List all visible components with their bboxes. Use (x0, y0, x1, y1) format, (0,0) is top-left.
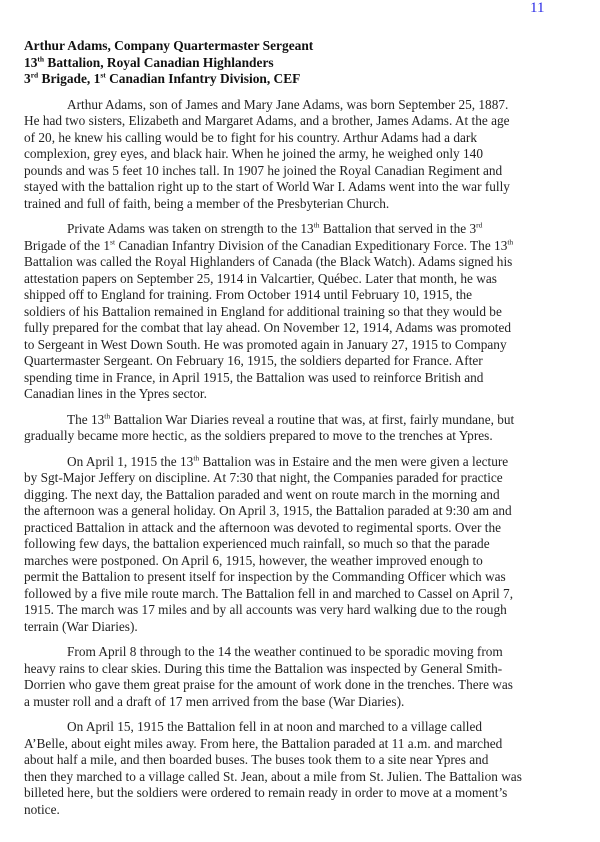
document-body (24, 38, 584, 818)
text: Brigade of the 1 (24, 237, 111, 253)
text-line: following few days, the battalion experienced much rainfall, so much so that the parade (24, 536, 490, 551)
superscript: th (193, 453, 200, 463)
text-line: to Sergeant in West Down South. He was promoted again in January 27, 1915 to Company (24, 336, 507, 352)
text-line: stayed with the battalion right up to the start of World War I. Adams went into the war fully (24, 179, 510, 194)
superscript: th (37, 54, 45, 64)
heading-battalion (24, 55, 584, 72)
superscript: th (313, 220, 320, 230)
text-line: heavy rains to clear skies. During this time the Battalion was inspected by General Smith- (24, 660, 503, 676)
text: Battalion that served in the 3 (319, 221, 477, 236)
heading-text: Battalion, Royal Canadian Highlanders (44, 54, 274, 70)
heading-text: Canadian Infantry Division, CEF (105, 71, 301, 86)
heading-text: 3 (24, 71, 31, 86)
heading-name-rank: Arthur Adams, Company Quartermaster Sergeant (24, 38, 314, 53)
text-line: Battalion was called the Royal Highlanders of Canada (the Black Watch). Adams signed his (24, 254, 513, 269)
text-line (24, 454, 584, 471)
text-line: pounds and was 5 feet 10 inches tall. In 1907 he joined the Royal Canadian Regiment and (24, 162, 503, 178)
text-line: notice. (24, 801, 60, 817)
text-line: by Sgt-Major Jeffery on discipline. At 7:30 that night, the Companies paraded for practice (24, 470, 503, 485)
superscript: st (110, 237, 116, 247)
superscript: rd (30, 70, 39, 80)
paragraph-inspection (24, 644, 584, 710)
paragraph-biography (24, 97, 584, 213)
text: Battalion War Diaries reveal a routine that was, at first, fairly mundane, but (110, 411, 515, 427)
text-line (24, 412, 584, 429)
text-line: spending time in France, in April 1915, the Battalion was used to reinforce British and (24, 369, 484, 385)
text-line: permit the Battalion to present itself for inspection by the Commanding Officer which was (24, 569, 506, 584)
text-line: the afternoon was a general holiday. On April 3, 1915, the Battalion paraded at 9:30 am and (24, 503, 512, 518)
spacer (24, 710, 584, 719)
spacer (24, 635, 584, 644)
text-line: From April 8 through to the 14 the weather continued to be sporadic moving from (67, 644, 503, 659)
text-line: attestation papers on September 25, 1914 in Valcartier, Québec. Later that month, he was (24, 270, 497, 286)
paragraph-april-activities (24, 454, 584, 636)
text-line: terrain (War Diaries). (24, 618, 138, 634)
text: On April 1, 1915 the 13 (67, 453, 194, 469)
text-line: complexion, grey eyes, and black hair. When he joined the army, he weighed only 140 (24, 146, 483, 161)
superscript: rd (476, 220, 483, 230)
text-line: practiced Battalion in attack and the afternoon was devoted to regimental sports. Over the (24, 519, 502, 535)
text-line: then they marched to a village called St. Jean, about a mile from St. Julien. The Battalion was (24, 768, 522, 784)
text-line: a muster roll and a draft of 17 men arrived from the base (War Diaries). (24, 693, 405, 709)
text-line: Quartermaster Sergeant. On February 16, 1915, the soldiers departed for France. After (24, 353, 483, 368)
superscript: th (507, 237, 514, 247)
paragraph-war-diaries (24, 412, 584, 445)
text: Battalion was in Estaire and the men were given a lecture (199, 453, 509, 469)
text-line (24, 221, 584, 238)
text-line: On April 15, 1915 the Battalion fell in at noon and marched to a village called (67, 719, 483, 734)
text-line: Dorrien who gave them great praise for the amount of work done in the trenches. There was (24, 677, 513, 692)
heading-brigade-division (24, 71, 584, 88)
text-line: gradually became more hectic, as the soldiers prepared to move to the trenches at Ypres. (24, 428, 493, 443)
paragraph-march-to-ypres (24, 719, 584, 818)
heading-text: Brigade, 1 (38, 71, 101, 86)
text: The 13 (67, 411, 105, 427)
text: Private Adams was taken on strength to the 13 (67, 221, 314, 236)
superscript: th (104, 411, 111, 421)
text-line: of 20, he knew his calling would be to fight for his country. Arthur Adams had a dark (24, 129, 477, 145)
spacer (24, 445, 584, 454)
text-line: soldiers of his Battalion remained in England for additional training so that they would be (24, 303, 502, 319)
text-line: marches were postponed. On April 6, 1915, however, the weather improved enough to (24, 552, 483, 568)
text-line: trained and full of faith, being a member of the Presbyterian Church. (24, 195, 390, 211)
text-line: billeted here, but the soldiers were ordered to remain ready in order to move at a moment’s (24, 785, 508, 800)
text-line: Canadian lines in the Ypres sector. (24, 386, 207, 401)
text-line: 1915. The march was 17 miles and by all accounts was very hard walking due to the rough (24, 602, 507, 617)
text-line: Arthur Adams, son of James and Mary Jane Adams, was born September 25, 1887. (67, 96, 509, 112)
text-line: followed by a five mile route march. The Battalion fell in and marched to Cassel on April 7, (24, 585, 514, 601)
text-line: He had two sisters, Elizabeth and Margaret Adams, and a brother, James Adams. At the age (24, 113, 510, 128)
text-line (24, 238, 584, 255)
text-line: about half a mile, and then boarded buses. The buses took them to a site near Ypres and (24, 752, 489, 767)
superscript: st (100, 70, 106, 80)
document-heading (24, 38, 584, 88)
spacer (24, 212, 584, 221)
text: Canadian Infantry Division of the Canadian Expeditionary Force. The 13 (115, 237, 508, 253)
heading-text: 13 (24, 54, 38, 70)
text-line: shipped off to England for training. From October 1914 until February 10, 1915, the (24, 287, 473, 302)
text-line: A’Belle, about eight miles away. From here, the Battalion paraded at 11 a.m. and marched (24, 735, 503, 751)
page-number: 11 (530, 0, 545, 16)
text-line: digging. The next day, the Battalion paraded and went on route march in the morning and (24, 486, 500, 502)
text-line: fully prepared for the combat that lay ahead. On November 12, 1914, Adams was promoted (24, 320, 512, 335)
spacer (24, 88, 584, 97)
paragraph-enlistment (24, 221, 584, 403)
